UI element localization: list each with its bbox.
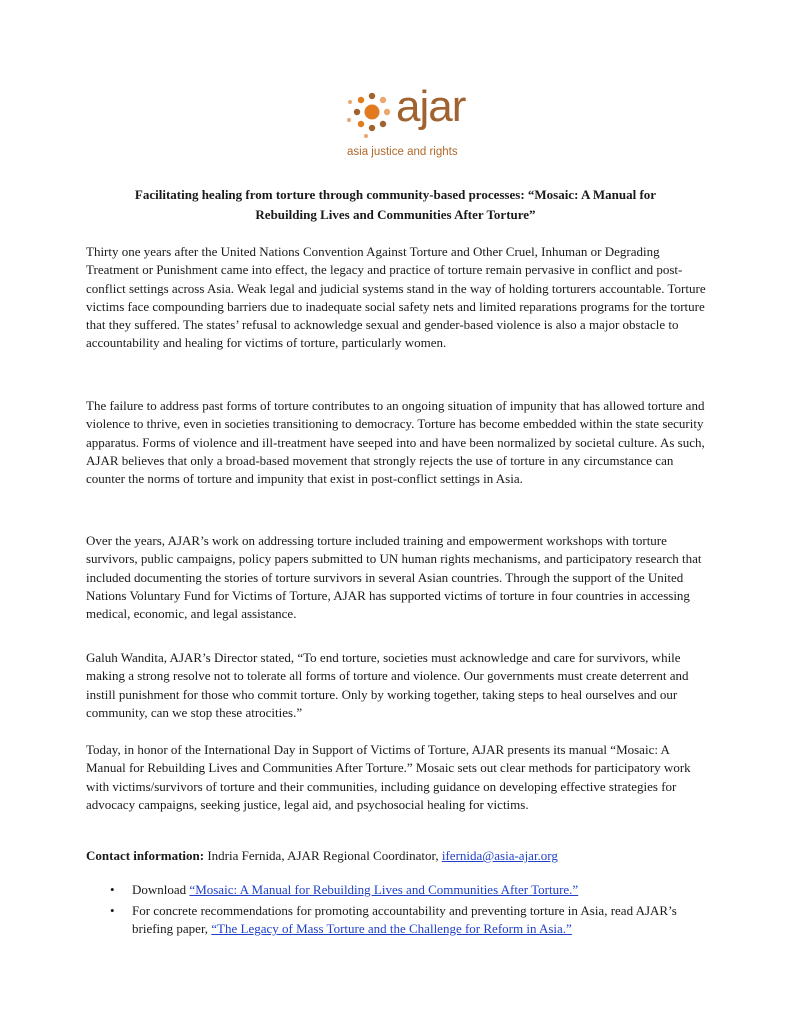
list-item (86, 902, 706, 938)
paragraph-4: Galuh Wandita, AJAR’s Director stated, “To end torture, societies must acknowledge and care for survivors, while making a strong resolve not to tolerate all forms of torture and violence. Our governments must create deterrent and instill punishment for those who commit torture. Only by working together, taking steps to heal ourselves and our community, can we stop these atrocities.” (86, 650, 689, 720)
paragraph-3: Over the years, AJAR’s work on addressing torture included training and empowerment workshops with torture survivors, public campaigns, policy papers submitted to UN human rights mechanisms, and participatory research that included documenting the stories of torture survivors in several Asian countries. Through the support of the United Nations Voluntary Fund for Victims of Torture, AJAR has supported victims of torture in four countries in accessing medical, economic, and legal assistance. (86, 533, 702, 622)
logo-tagline: asia justice and rights (347, 146, 458, 158)
paragraph-2: The failure to address past forms of torture contributes to an ongoing situation of impunity that has allowed torture and violence to thrive, even in societies transitioning to democracy. Torture has become embedded within the state security apparatus. Forms of violence and ill-treatment have seeped into and have been normalized by societal culture. As such, AJAR believes that only a broad-based movement that strongly rejects the use of torture in any circumstance can counter the norms of torture and impunity that exist in post-conflict settings in Asia. (86, 398, 705, 487)
logo-wordmark: ajar (396, 82, 466, 131)
title-line-2: Rebuilding Lives and Communities After Torture” (255, 207, 536, 222)
briefing-paper-link[interactable]: “The Legacy of Mass Torture and the Challenge for Reform in Asia.” (211, 921, 572, 936)
contact-email-link[interactable]: ifernida@asia-ajar.org (441, 848, 558, 863)
paragraph-5: Today, in honor of the International Day in Support of Victims of Torture, AJAR presents its manual “Mosaic: A Manual for Rebuilding Lives and Communities After Torture.” Mosaic sets out clear methods for participatory work with victims/survivors of torture and their communities, including guidance on developing effective strategies for advocacy campaigns, seeking justice, legal aid, and psychosocial healing for victims. (86, 742, 691, 812)
manual-download-link[interactable]: “Mosaic: A Manual for Rebuilding Lives and Communities After Torture.” (189, 882, 579, 897)
list-item (86, 881, 706, 899)
bullet-icon: • (110, 882, 115, 897)
contact-text: Indria Fernida, AJAR Regional Coordinator, (204, 848, 442, 863)
bullet-text: Download (132, 882, 190, 897)
title-line-1: Facilitating healing from torture through community-based processes: “Mosaic: A Manual for (134, 187, 657, 202)
resource-list (86, 881, 706, 941)
bullet-text: For concrete recommendations for promoting accountability and preventing torture in Asia, read AJAR’s briefing paper, (132, 903, 677, 936)
bullet-icon: • (110, 903, 115, 918)
ajar-logo (346, 82, 476, 168)
document-title (100, 185, 691, 225)
paragraph-1: Thirty one years after the United Nations Convention Against Torture and Other Cruel, Inhuman or Degrading Treatment or Punishment came into effect, the legacy and practice of torture remain pervasive in conflict and post-conflict settings across Asia. Weak legal and judicial systems stand in the way of holding torturers accountable. Torture victims face compounding barriers due to inadequate social safety nets and limited reparations programs for the torture that they suffered. The states’ refusal to acknowledge sexual and gender-based violence is also a major obstacle to accountability and healing for victims of torture, particularly women. (86, 244, 706, 351)
contact-label: Contact information: (86, 848, 205, 863)
dots-logo-icon (346, 88, 396, 144)
contact-information (86, 847, 706, 865)
